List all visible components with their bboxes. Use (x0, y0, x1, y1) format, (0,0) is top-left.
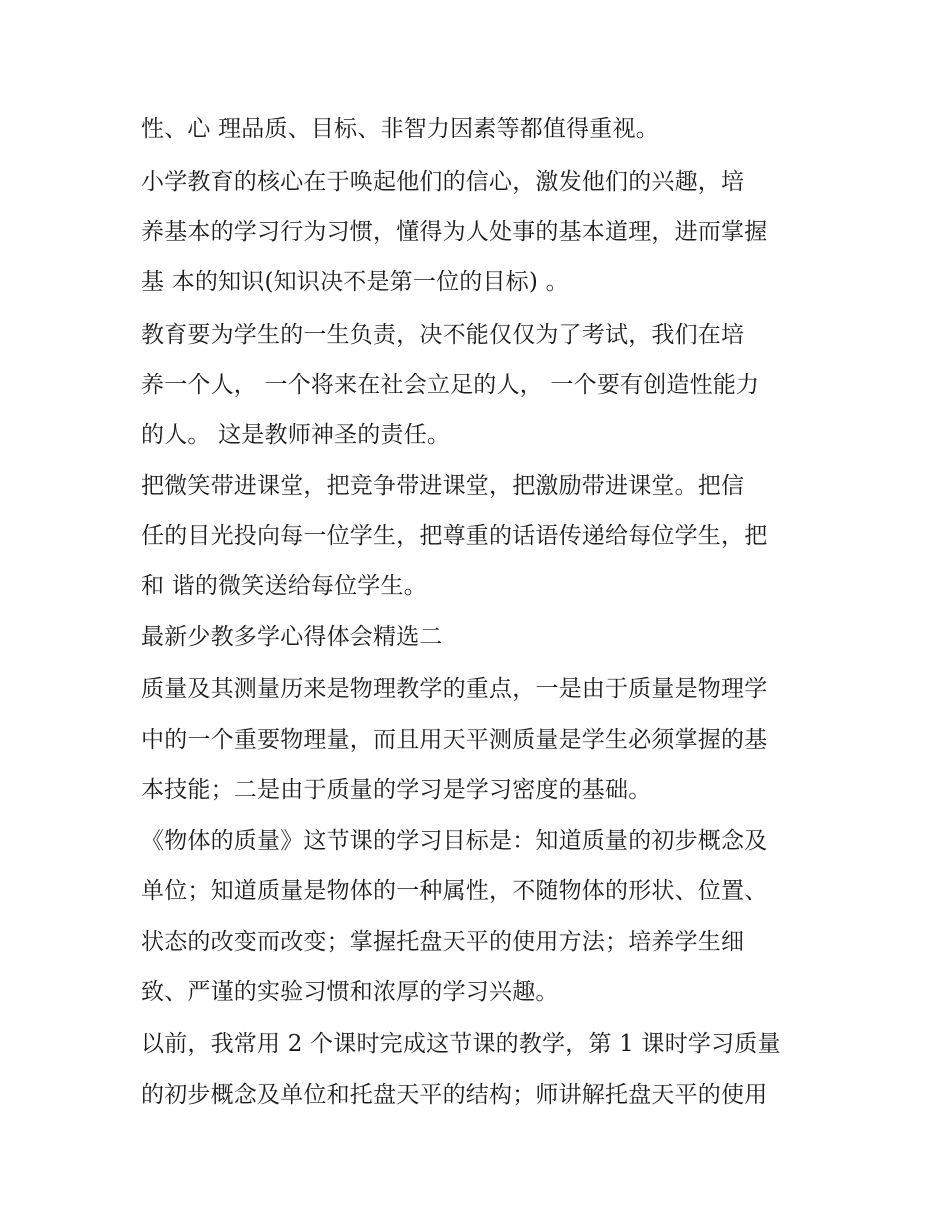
text-line: 性、心 理品质、目标、非智力因素等都值得重视。 (141, 116, 659, 142)
text-line: 养一个人， 一个将来在社会立足的人， 一个要有创造性能力 (141, 372, 760, 398)
text-line: 状态的改变而改变；掌握托盘天平的使用方法；培养学生细 (141, 929, 745, 955)
text-line: 把微笑带进课堂，把竞争带进课堂，把激励带进课堂。把信 (141, 473, 745, 499)
text-line: 的初步概念及单位和托盘天平的结构；师讲解托盘天平的使用 (141, 1082, 768, 1108)
text-line: 以前，我常用 2 个课时完成这节课的教学，第 1 课时学习质量 (141, 1031, 781, 1057)
text-line: 质量及其测量历来是物理教学的重点，一是由于质量是物理学 (141, 676, 768, 702)
text-line: 致、严谨的实验习惯和浓厚的学习兴趣。 (141, 979, 559, 1005)
text-line: 基 本的知识(知识决不是第一位的目标) 。 (141, 269, 569, 295)
text-line: 小学教育的核心在于唤起他们的信心，激发他们的兴趣，培 (141, 169, 745, 195)
text-line: 教育要为学生的一生负责，决不能仅仅为了考试，我们在培 (141, 322, 745, 348)
text-line: 本技能；二是由于质量的学习是学习密度的基础。 (141, 777, 652, 803)
section-heading: 最新少教多学心得体会精选二 (141, 624, 443, 650)
text-line: 和 谐的微笑送给每位学生。 (141, 573, 427, 599)
text-line: 的人。 这是教师神圣的责任。 (141, 422, 451, 448)
text-line: 养基本的学习行为习惯，懂得为人处事的基本道理，进而掌握 (141, 219, 768, 245)
text-line: 任的目光投向每一位学生，把尊重的话语传递给每位学生，把 (141, 523, 768, 549)
text-line: 单位；知道质量是物体的一种属性，不随物体的形状、位置、 (141, 878, 768, 904)
text-line: 《物体的质量》这节课的学习目标是：知道质量的初步概念及 (141, 828, 768, 854)
text-line: 中的一个重要物理量，而且用天平测质量是学生必须掌握的基 (141, 727, 768, 753)
